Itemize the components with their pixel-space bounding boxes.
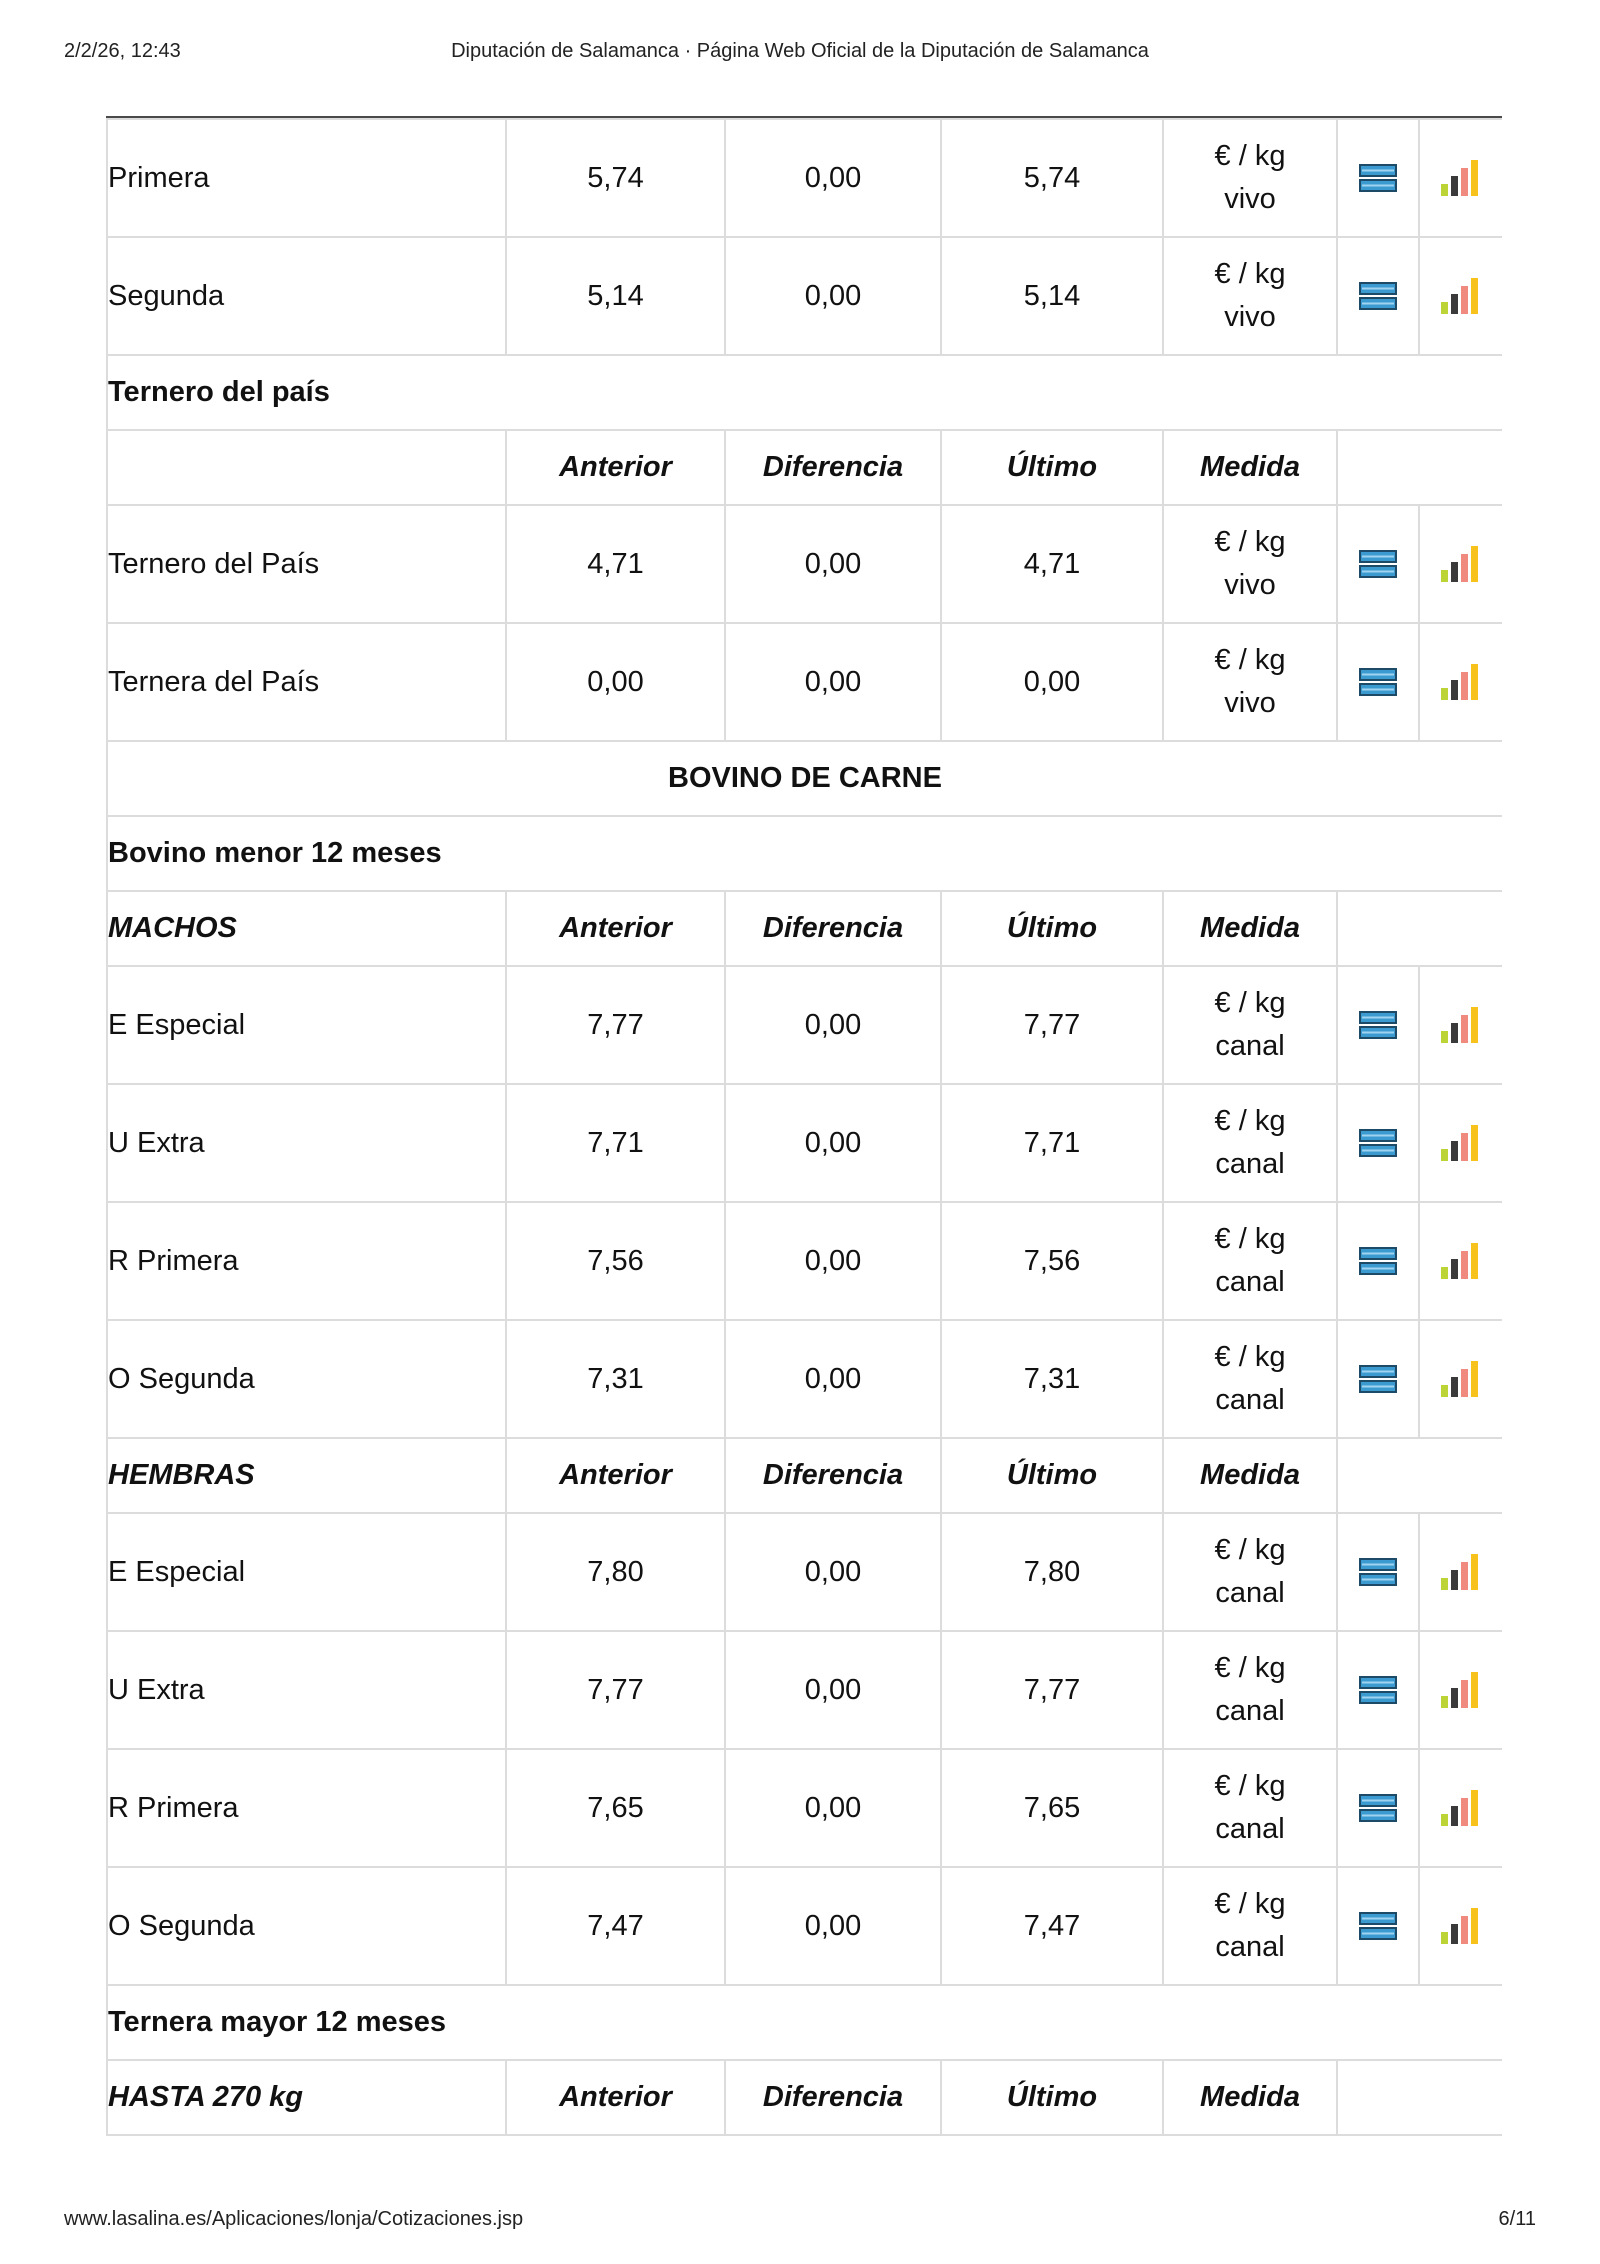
unit-type: vivo (1224, 687, 1276, 719)
bar-chart-icon (1439, 277, 1483, 315)
view-chart-button[interactable] (1439, 545, 1483, 583)
print-header (64, 40, 1536, 70)
unit-cell (1163, 119, 1337, 237)
column-header-row (107, 2060, 1502, 2135)
header-spacer (1337, 891, 1502, 966)
chart-view-cell (1419, 623, 1502, 741)
table-row (107, 1084, 1502, 1202)
product-name: R Primera (107, 1749, 506, 1867)
table-row (107, 1202, 1502, 1320)
unit-cell (1163, 1631, 1337, 1749)
column-header-ultimo: Último (941, 430, 1163, 505)
table-view-cell (1337, 966, 1419, 1084)
unit-type: canal (1215, 1931, 1285, 1963)
group-label: HASTA 270 kg (107, 2060, 506, 2135)
table-icon (1358, 547, 1398, 581)
category-title: Bovino menor 12 meses (107, 816, 1502, 891)
product-name: Ternera del País (107, 623, 506, 741)
unit-currency: € / kg (1214, 987, 1286, 1019)
price-anterior: 7,65 (506, 1749, 725, 1867)
chart-view-cell (1419, 1320, 1502, 1438)
column-header-anterior: Anterior (506, 1438, 725, 1513)
view-table-button[interactable] (1358, 665, 1398, 699)
price-anterior: 4,71 (506, 505, 725, 623)
price-diferencia: 0,00 (725, 966, 941, 1084)
quotes-table (106, 118, 1502, 2136)
price-diferencia: 0,00 (725, 1867, 941, 1985)
bar-chart-icon (1439, 1789, 1483, 1827)
category-row (107, 816, 1502, 891)
unit-cell (1163, 1867, 1337, 1985)
quotes-table-body (107, 119, 1502, 2135)
column-header-ultimo: Último (941, 2060, 1163, 2135)
group-label: HEMBRAS (107, 1438, 506, 1513)
product-name: O Segunda (107, 1867, 506, 1985)
unit-type: canal (1215, 1695, 1285, 1727)
price-ultimo: 7,77 (941, 966, 1163, 1084)
price-anterior: 7,31 (506, 1320, 725, 1438)
table-row (107, 966, 1502, 1084)
column-header-medida: Medida (1163, 2060, 1337, 2135)
chart-view-cell (1419, 1202, 1502, 1320)
table-icon (1358, 1909, 1398, 1943)
price-diferencia: 0,00 (725, 505, 941, 623)
column-header-ultimo: Último (941, 891, 1163, 966)
table-view-cell (1337, 1320, 1419, 1438)
price-ultimo: 7,31 (941, 1320, 1163, 1438)
section-title: BOVINO DE CARNE (107, 741, 1502, 816)
category-row (107, 1985, 1502, 2060)
table-row (107, 1513, 1502, 1631)
unit-type: vivo (1224, 569, 1276, 601)
chart-view-cell (1419, 1867, 1502, 1985)
product-name: Segunda (107, 237, 506, 355)
price-ultimo: 0,00 (941, 623, 1163, 741)
unit-currency: € / kg (1214, 140, 1286, 172)
product-name: U Extra (107, 1084, 506, 1202)
unit-currency: € / kg (1214, 1341, 1286, 1373)
bar-chart-icon (1439, 1907, 1483, 1945)
unit-type: canal (1215, 1148, 1285, 1180)
unit-currency: € / kg (1214, 1223, 1286, 1255)
table-view-cell (1337, 1749, 1419, 1867)
price-anterior: 7,47 (506, 1867, 725, 1985)
price-anterior: 0,00 (506, 623, 725, 741)
category-title: Ternera mayor 12 meses (107, 1985, 1502, 2060)
column-header-row (107, 1438, 1502, 1513)
price-diferencia: 0,00 (725, 623, 941, 741)
view-table-button[interactable] (1358, 1362, 1398, 1396)
table-row (107, 623, 1502, 741)
table-view-cell (1337, 119, 1419, 237)
view-chart-button[interactable] (1439, 1671, 1483, 1709)
view-table-button[interactable] (1358, 1126, 1398, 1160)
product-name: R Primera (107, 1202, 506, 1320)
unit-cell (1163, 505, 1337, 623)
unit-cell (1163, 237, 1337, 355)
view-chart-button[interactable] (1439, 1553, 1483, 1591)
price-ultimo: 5,74 (941, 119, 1163, 237)
group-label: MACHOS (107, 891, 506, 966)
chart-view-cell (1419, 1513, 1502, 1631)
column-header-row (107, 891, 1502, 966)
product-name: U Extra (107, 1631, 506, 1749)
table-icon (1358, 1244, 1398, 1278)
unit-currency: € / kg (1214, 1105, 1286, 1137)
unit-type: canal (1215, 1577, 1285, 1609)
column-header-medida: Medida (1163, 430, 1337, 505)
view-chart-button[interactable] (1439, 1006, 1483, 1044)
table-icon (1358, 1362, 1398, 1396)
unit-cell (1163, 1513, 1337, 1631)
quotes-table-container (106, 116, 1502, 2188)
price-anterior: 7,77 (506, 966, 725, 1084)
unit-cell (1163, 1084, 1337, 1202)
unit-type: canal (1215, 1030, 1285, 1062)
price-diferencia: 0,00 (725, 237, 941, 355)
unit-currency: € / kg (1214, 1888, 1286, 1920)
column-header-ultimo: Último (941, 1438, 1163, 1513)
view-table-button[interactable] (1358, 1791, 1398, 1825)
price-diferencia: 0,00 (725, 1631, 941, 1749)
view-chart-button[interactable] (1439, 1360, 1483, 1398)
chart-view-cell (1419, 1749, 1502, 1867)
table-row (107, 1867, 1502, 1985)
unit-type: canal (1215, 1384, 1285, 1416)
unit-type: canal (1215, 1813, 1285, 1845)
price-ultimo: 7,47 (941, 1867, 1163, 1985)
table-icon (1358, 1673, 1398, 1707)
price-diferencia: 0,00 (725, 1513, 941, 1631)
table-row (107, 237, 1502, 355)
view-table-button[interactable] (1358, 1244, 1398, 1278)
price-ultimo: 7,56 (941, 1202, 1163, 1320)
column-header-row (107, 430, 1502, 505)
price-ultimo: 7,80 (941, 1513, 1163, 1631)
unit-currency: € / kg (1214, 644, 1286, 676)
view-table-button[interactable] (1358, 1673, 1398, 1707)
chart-view-cell (1419, 1631, 1502, 1749)
price-anterior: 7,56 (506, 1202, 725, 1320)
price-ultimo: 7,71 (941, 1084, 1163, 1202)
view-table-button[interactable] (1358, 1909, 1398, 1943)
unit-type: vivo (1224, 183, 1276, 215)
header-spacer (1337, 430, 1502, 505)
table-row (107, 119, 1502, 237)
table-icon (1358, 1555, 1398, 1589)
price-ultimo: 7,65 (941, 1749, 1163, 1867)
column-header-medida: Medida (1163, 1438, 1337, 1513)
view-table-button[interactable] (1358, 279, 1398, 313)
unit-cell (1163, 1202, 1337, 1320)
print-url: www.lasalina.es/Aplicaciones/lonja/Cotizaciones.jsp (64, 2208, 524, 2230)
bar-chart-icon (1439, 663, 1483, 701)
column-header-diferencia: Diferencia (725, 2060, 941, 2135)
chart-view-cell (1419, 119, 1502, 237)
price-diferencia: 0,00 (725, 119, 941, 237)
table-icon (1358, 1126, 1398, 1160)
view-table-button[interactable] (1358, 1555, 1398, 1589)
page-number: 6/11 (1498, 2208, 1536, 2230)
column-header-diferencia: Diferencia (725, 430, 941, 505)
section-title-row (107, 741, 1502, 816)
unit-type: vivo (1224, 301, 1276, 333)
category-title: Ternero del país (107, 355, 1502, 430)
column-header-anterior: Anterior (506, 2060, 725, 2135)
table-view-cell (1337, 505, 1419, 623)
unit-type: canal (1215, 1266, 1285, 1298)
column-header-diferencia: Diferencia (725, 1438, 941, 1513)
product-name: E Especial (107, 966, 506, 1084)
product-name: Primera (107, 119, 506, 237)
table-icon (1358, 279, 1398, 313)
view-chart-button[interactable] (1439, 663, 1483, 701)
bar-chart-icon (1439, 1671, 1483, 1709)
unit-currency: € / kg (1214, 1770, 1286, 1802)
table-row (107, 1631, 1502, 1749)
unit-currency: € / kg (1214, 526, 1286, 558)
table-view-cell (1337, 1202, 1419, 1320)
bar-chart-icon (1439, 1124, 1483, 1162)
table-view-cell (1337, 1084, 1419, 1202)
header-spacer (1337, 2060, 1502, 2135)
view-chart-button[interactable] (1439, 1907, 1483, 1945)
price-diferencia: 0,00 (725, 1084, 941, 1202)
table-row (107, 1749, 1502, 1867)
price-anterior: 7,80 (506, 1513, 725, 1631)
product-name: O Segunda (107, 1320, 506, 1438)
unit-cell (1163, 1320, 1337, 1438)
view-table-button[interactable] (1358, 1008, 1398, 1042)
print-footer (64, 2208, 1536, 2238)
table-view-cell (1337, 1867, 1419, 1985)
product-name: E Especial (107, 1513, 506, 1631)
price-anterior: 7,77 (506, 1631, 725, 1749)
price-anterior: 5,74 (506, 119, 725, 237)
table-icon (1358, 1008, 1398, 1042)
view-chart-button[interactable] (1439, 1242, 1483, 1280)
table-view-cell (1337, 1631, 1419, 1749)
view-chart-button[interactable] (1439, 277, 1483, 315)
table-view-cell (1337, 623, 1419, 741)
chart-view-cell (1419, 966, 1502, 1084)
column-header-anterior: Anterior (506, 891, 725, 966)
price-diferencia: 0,00 (725, 1749, 941, 1867)
bar-chart-icon (1439, 1006, 1483, 1044)
unit-currency: € / kg (1214, 258, 1286, 290)
price-ultimo: 5,14 (941, 237, 1163, 355)
print-datetime: 2/2/26, 12:43 (64, 40, 181, 62)
price-diferencia: 0,00 (725, 1320, 941, 1438)
bar-chart-icon (1439, 1553, 1483, 1591)
price-anterior: 5,14 (506, 237, 725, 355)
view-table-button[interactable] (1358, 161, 1398, 195)
table-view-cell (1337, 237, 1419, 355)
unit-cell (1163, 966, 1337, 1084)
price-anterior: 7,71 (506, 1084, 725, 1202)
column-header-diferencia: Diferencia (725, 891, 941, 966)
table-row (107, 505, 1502, 623)
column-header-medida: Medida (1163, 891, 1337, 966)
unit-currency: € / kg (1214, 1652, 1286, 1684)
product-name: Ternero del País (107, 505, 506, 623)
table-icon (1358, 161, 1398, 195)
table-icon (1358, 1791, 1398, 1825)
unit-cell (1163, 1749, 1337, 1867)
header-spacer (1337, 1438, 1502, 1513)
print-page-title: Diputación de Salamanca · Página Web Oficial de la Diputación de Salamanca (451, 40, 1149, 62)
view-table-button[interactable] (1358, 547, 1398, 581)
price-ultimo: 7,77 (941, 1631, 1163, 1749)
bar-chart-icon (1439, 1242, 1483, 1280)
table-view-cell (1337, 1513, 1419, 1631)
price-ultimo: 4,71 (941, 505, 1163, 623)
chart-view-cell (1419, 237, 1502, 355)
unit-cell (1163, 623, 1337, 741)
bar-chart-icon (1439, 1360, 1483, 1398)
column-header-anterior: Anterior (506, 430, 725, 505)
view-chart-button[interactable] (1439, 1789, 1483, 1827)
table-row (107, 1320, 1502, 1438)
chart-view-cell (1419, 505, 1502, 623)
view-chart-button[interactable] (1439, 1124, 1483, 1162)
bar-chart-icon (1439, 545, 1483, 583)
category-row (107, 355, 1502, 430)
group-label (107, 430, 506, 505)
bar-chart-icon (1439, 159, 1483, 197)
chart-view-cell (1419, 1084, 1502, 1202)
price-diferencia: 0,00 (725, 1202, 941, 1320)
view-chart-button[interactable] (1439, 159, 1483, 197)
table-icon (1358, 665, 1398, 699)
unit-currency: € / kg (1214, 1534, 1286, 1566)
